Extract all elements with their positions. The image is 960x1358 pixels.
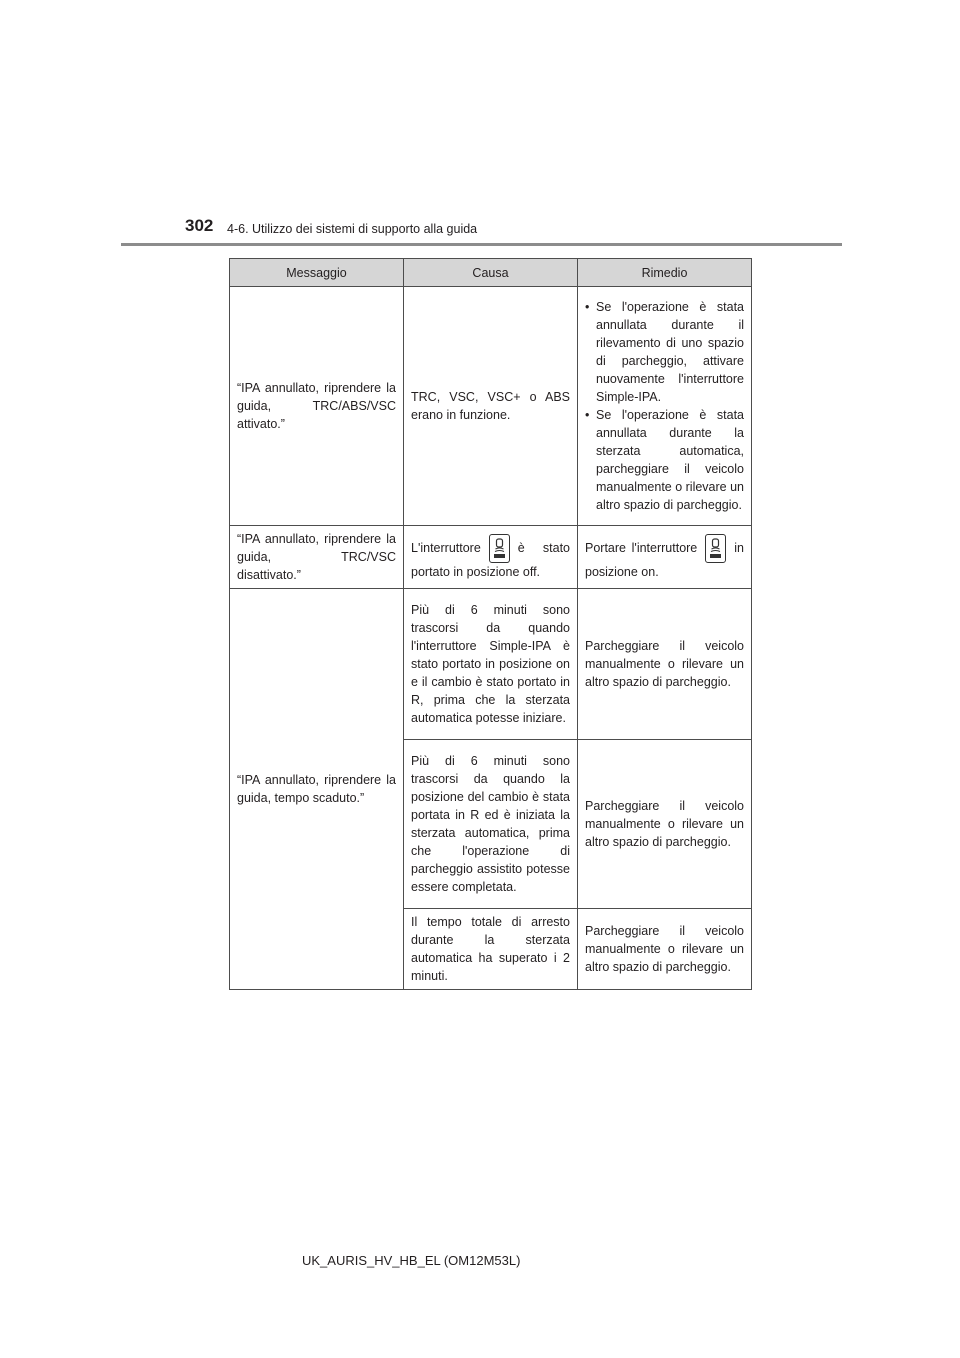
cause-cell: Più di 6 minuti sono trascorsi da quando la posizione del cambio è stata portata in R ed è iniziata la sterzata automatica, prima che l'operazione di parcheggio assistito potesse essere completata. [404,740,578,909]
remedy-cell: Parcheggiare il veicolo manualmente o rilevare un altro spazio di parcheggio. [578,740,752,909]
table-row [230,526,752,589]
vsc-off-switch-icon [705,534,726,563]
cause-cell: Il tempo totale di arresto durante la sterzata automatica ha superato i 2 minuti. [404,909,578,990]
remedy-cell [578,526,752,589]
remedy-text: Portare l'interruttore [585,540,698,555]
list-item: • Se l'operazione è stata annullata durante la sterzata automatica, parcheggiare il veicolo manualmente o rilevare un altro spazio di parcheggio. [585,406,744,514]
cause-cell [404,526,578,589]
column-header-message: Messaggio [230,259,404,287]
remedy-cell [578,287,752,526]
column-header-cause: Causa [404,259,578,287]
message-cell: “IPA annullato, riprendere la guida, TRC/ABS/VSC attivato.” [230,287,404,526]
cause-text: L'interruttore [411,540,481,555]
remedy-text: in posizione on. [585,540,744,579]
column-header-remedy: Rimedio [578,259,752,287]
remedy-cell: Parcheggiare il veicolo manualmente o rilevare un altro spazio di parcheggio. [578,909,752,990]
page-number: 302 [185,216,214,235]
cause-cell: Più di 6 minuti sono trascorsi da quando l'interruttore Simple-IPA è stato portato in posizione on e il cambio è stato portato in R, prima che la sterzata automatica potesse iniziare. [404,589,578,740]
message-cell: “IPA annullato, riprendere la guida, TRC/VSC disattivato.” [230,526,404,589]
message-cell: “IPA annullato, riprendere la guida, tempo scaduto.” [230,589,404,990]
document-code: UK_AURIS_HV_HB_EL (OM12M53L) [302,1253,521,1268]
header-divider [121,243,842,246]
section-title: 4-6. Utilizzo dei sistemi di supporto alla guida [227,222,478,236]
table-row [230,287,752,526]
cause-text: è stato portato in posizione off. [411,540,570,579]
table-header-row [230,259,752,287]
remedy-list [585,298,744,514]
remedy-cell: Parcheggiare il veicolo manualmente o rilevare un altro spazio di parcheggio. [578,589,752,740]
table-row [230,589,752,740]
messages-table [229,258,752,990]
vsc-off-switch-icon [489,534,510,563]
cause-cell: TRC, VSC, VSC+ o ABS erano in funzione. [404,287,578,526]
list-item: • Se l'operazione è stata annullata durante il rilevamento di uno spazio di parcheggio, attivare nuovamente l'interruttore Simple-IPA. [585,298,744,406]
